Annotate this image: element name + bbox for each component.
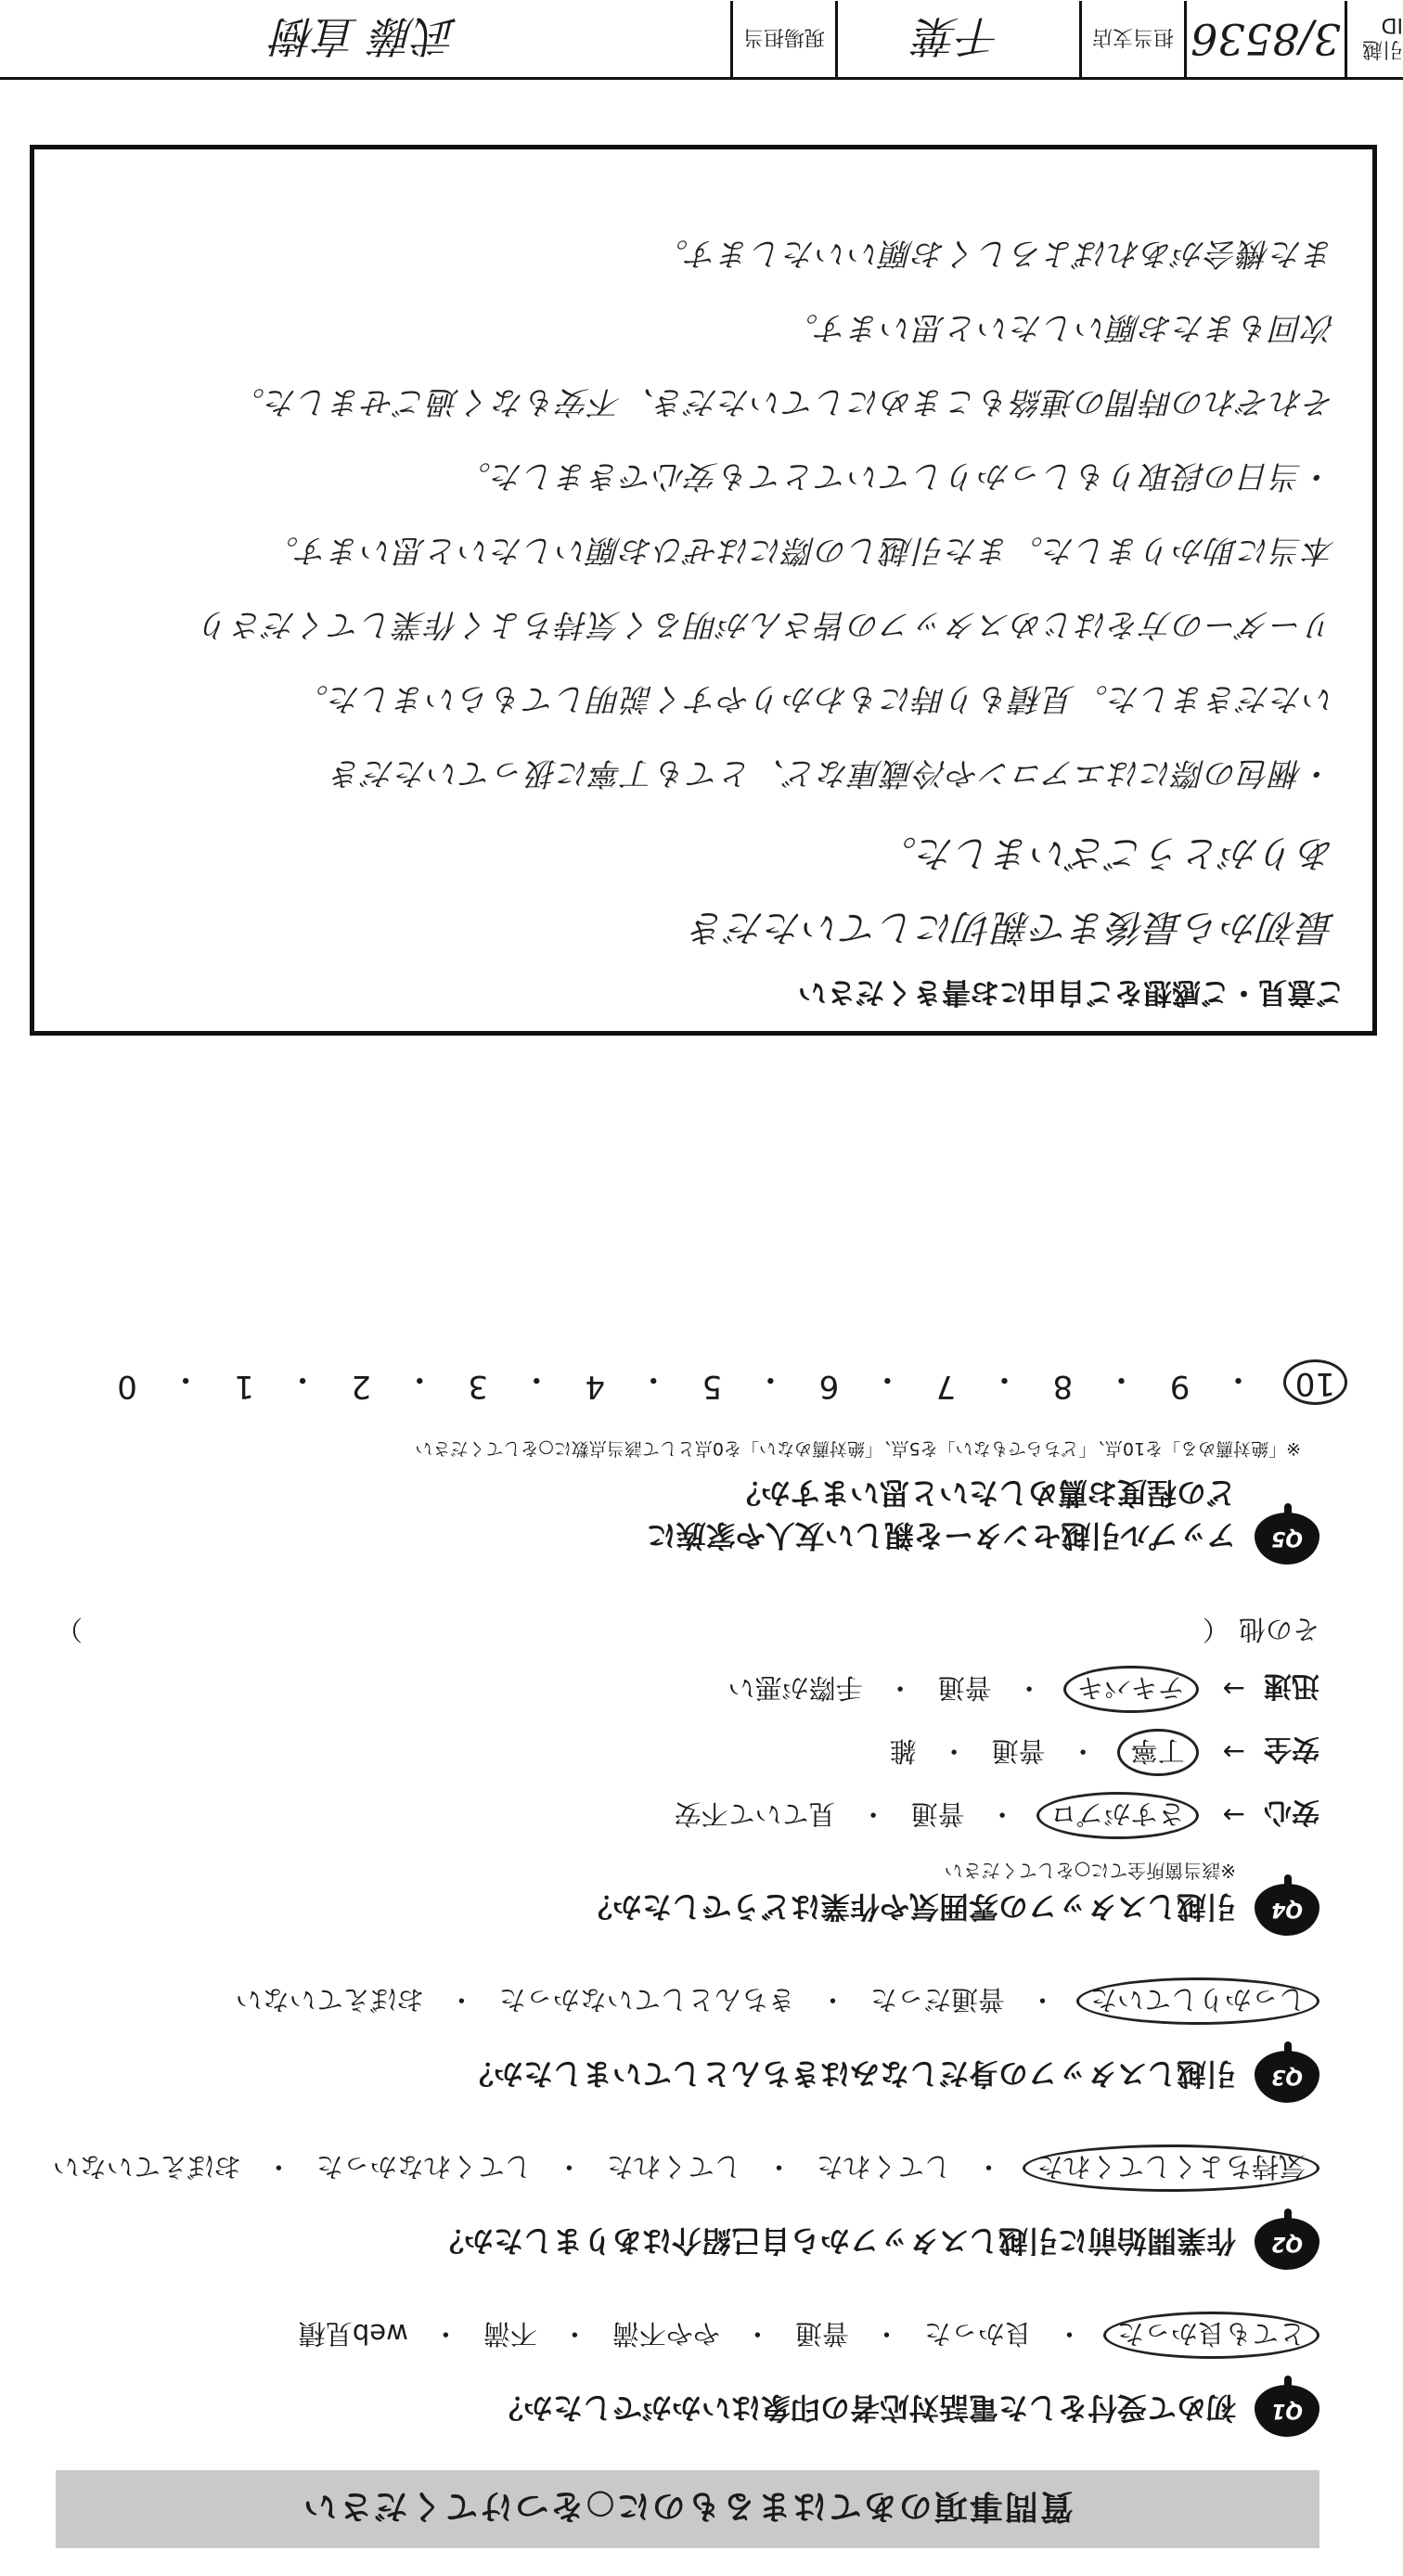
q4-other-label: その他 [1238, 1614, 1319, 1645]
q2-option-4[interactable]: してくれなかった [315, 2151, 532, 2183]
q2-option-3[interactable]: してくれた [606, 2151, 741, 2183]
q2-text: 作業開始前に引越しスタッフから自己紹介はありましたか？ [433, 2223, 1236, 2259]
rating-5[interactable]: 5 [702, 1368, 723, 1405]
q1-option-1[interactable]: とても良かった [1103, 2312, 1319, 2359]
q4-row3-option-1[interactable]: テキパキ [1063, 1666, 1199, 1713]
id-value: 3/8536 [1184, 1, 1345, 77]
q2-options: 気持ちよくしてくれた ・ してくれた ・ してくれた ・ してくれなかった ・ おぼえていない [49, 2145, 1319, 2192]
staff-value: 武藤 直樹 [273, 11, 457, 61]
footer-table [0, 1, 1403, 80]
rating-4[interactable]: 4 [585, 1368, 606, 1405]
rating-10[interactable]: 10 [1283, 1359, 1347, 1405]
comment-line: また機会があればよろしくお願いいたします。 [655, 235, 1335, 272]
comment-line: ・梱包の際にはエアコンや冷蔵庫など、とても丁寧に扱っていただき [329, 754, 1335, 792]
q2-option-1[interactable]: 気持ちよくしてくれた [1023, 2145, 1319, 2192]
q4-other-row [56, 1612, 1319, 1650]
comment-line: いただきました。見積もり時にもわかりやすく説明してもらいました。 [296, 680, 1335, 717]
q1-option-3[interactable]: 普通 [794, 2318, 849, 2350]
q1-option-2[interactable]: 良かった [923, 2318, 1032, 2350]
question-4 [56, 1602, 1319, 1936]
q4-badge: Q4 [1255, 1884, 1319, 1936]
q5-rating-scale: 10 ・ 9 ・ 8 ・ 7 ・ 6 ・ 5 ・ 4 ・ 3 ・ 2 ・ 1 ・ 0 [113, 1359, 1347, 1405]
q2-badge: Q2 [1255, 2218, 1319, 2270]
q5-note: ※「絶対薦める」を10点、「どちらでもない」を5点、「絶対薦めない」を0点として該当点数に○をしてください [415, 1438, 1301, 1459]
comment-title: ご意見・ご感想をご自由にお書きください [798, 975, 1345, 1009]
q4-row3-option-2[interactable]: 普通 [937, 1672, 992, 1704]
q3-option-4[interactable]: おぼえていない [235, 1984, 424, 2016]
q3-badge: Q3 [1255, 2051, 1319, 2103]
rating-0[interactable]: 0 [117, 1368, 137, 1405]
rating-2[interactable]: 2 [351, 1368, 371, 1405]
q4-row-speed: 迅速 → テキパキ ・ 普通 ・ 手際が悪い [725, 1666, 1319, 1713]
branch-label: 担当支店 [1079, 1, 1184, 77]
survey-header: 質問事項のあてはまるものに○をつけてください [56, 2470, 1319, 2548]
staff-label: 現場担当 [730, 1, 835, 77]
q4-row2-option-2[interactable]: 普通 [991, 1735, 1046, 1767]
q4-row-label: 安全 [1264, 1732, 1319, 1766]
comment-line: それぞれの時間の連絡もこまめにしていただき、不安もなく過ごせました。 [232, 383, 1335, 420]
q4-row3-option-3[interactable]: 手際が悪い [727, 1672, 863, 1704]
q1-text: 初めて受付をした電話対応者の印象はいかがでしたか？ [493, 2390, 1236, 2426]
q4-row-label: 迅速 [1264, 1669, 1319, 1703]
branch-value: 千葉 [835, 1, 1079, 77]
q3-text: 引越しスタッフの身だしなみはきちんとしていましたか？ [463, 2056, 1236, 2092]
comment-line: 本当に助かりました。また引越しの際にはぜひお願いしたいと思います。 [265, 532, 1335, 569]
comment-line: 次回もまたお願いしたいと思います。 [785, 309, 1335, 346]
q4-row-relief: 安心 → さすがプロ ・ 普通 ・ 見ていて不安 [671, 1792, 1319, 1839]
q4-row-safety: 安全 → 丁寧 ・ 普通 ・ 雑 [886, 1729, 1319, 1776]
q4-row-label: 安心 [1264, 1796, 1319, 1829]
q3-option-3[interactable]: きちんとしていなかった [498, 1984, 795, 2016]
q3-option-1[interactable]: しっかりしていた [1076, 1977, 1319, 2025]
question-1 [56, 2307, 1319, 2437]
q2-option-2[interactable]: してくれた [816, 2151, 951, 2183]
comment-line: ・当日の段取りもしっかりしていてとても安心できました。 [458, 457, 1335, 495]
rating-3[interactable]: 3 [468, 1368, 489, 1405]
q4-row1-option-2[interactable]: 普通 [910, 1798, 965, 1830]
q3-options: しっかりしていた ・ 普通だった ・ きちんとしていなかった ・ おぼえていない [232, 1977, 1319, 2025]
q5-badge: Q5 [1255, 1513, 1319, 1565]
q2-option-5[interactable]: おぼえていない [52, 2151, 241, 2183]
q1-option-5[interactable]: 不満 [483, 2318, 537, 2350]
q1-option-4[interactable]: やや不満 [611, 2318, 720, 2350]
comment-line: リーダーの方をはじめスタッフの皆さんが明るく気持ちよく作業してくださり [199, 606, 1335, 643]
rating-6[interactable]: 6 [818, 1368, 840, 1405]
question-3 [56, 1973, 1319, 2103]
q4-row1-option-1[interactable]: さすがプロ [1036, 1792, 1199, 1839]
comment-box[interactable] [30, 145, 1377, 1036]
q4-note: ※該当箇所全てに○をしてください [944, 1860, 1236, 1882]
question-2 [52, 2140, 1319, 2270]
rating-1[interactable]: 1 [234, 1368, 254, 1405]
q1-badge: Q1 [1255, 2385, 1319, 2437]
q4-other-open: （ [1202, 1614, 1229, 1645]
q1-options: とても良かった ・ 良かった ・ 普通 ・ やや不満 ・ 不満 ・ web見積 [295, 2312, 1319, 2359]
rating-8[interactable]: 8 [1052, 1368, 1074, 1405]
q4-other-close: ） [56, 1614, 84, 1645]
rating-9[interactable]: 9 [1169, 1368, 1191, 1405]
q5-text-line1: アップル引越センターを親しい友人や家族に [646, 1518, 1236, 1553]
rating-7[interactable]: 7 [935, 1368, 957, 1405]
comment-line: 最初から最後まで親切にしていただき [689, 906, 1335, 948]
q4-row2-option-1[interactable]: 丁寧 [1117, 1729, 1199, 1776]
comment-line: ありがとうございました。 [879, 831, 1335, 874]
q3-option-2[interactable]: 普通だった [869, 1984, 1005, 2016]
q4-row1-option-3[interactable]: 見ていて不安 [674, 1798, 836, 1830]
q4-row2-option-3[interactable]: 雑 [889, 1735, 917, 1767]
q5-text-line2: どの程度お薦めしたいと思いますか？ [730, 1475, 1236, 1511]
q1-option-6[interactable]: web見積 [298, 2318, 408, 2350]
q4-text: 引越しスタッフの雰囲気や作業はどうでしたか？ [582, 1889, 1236, 1925]
id-label: 引越ID [1345, 1, 1403, 77]
